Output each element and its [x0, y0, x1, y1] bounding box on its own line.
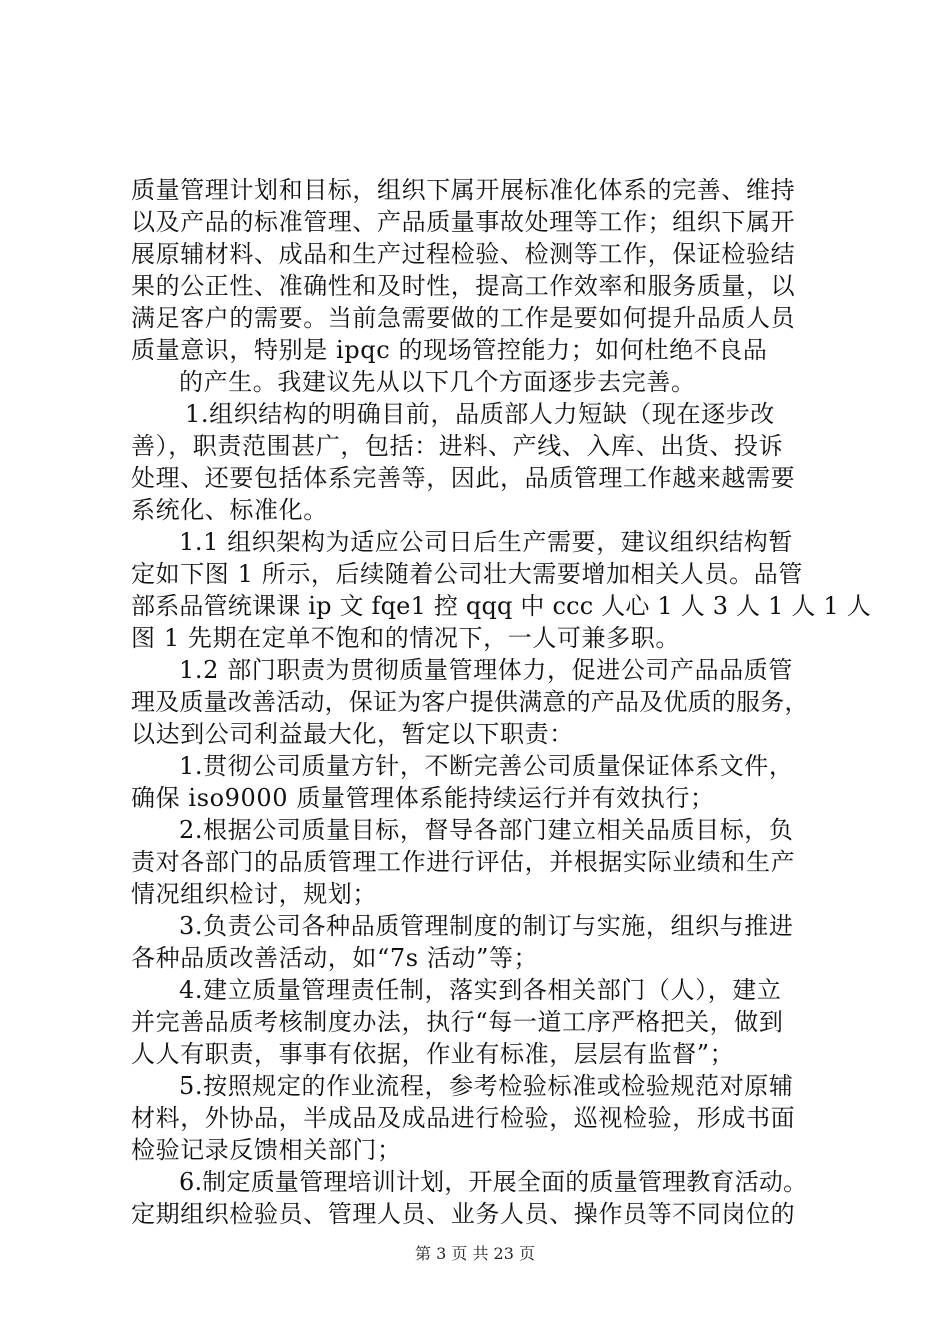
text-line: 4.建立质量管理责任制，落实到各相关部门（人），建立	[179, 976, 782, 1004]
text-line: 2.根据公司质量目标，督导各部门建立相关品质目标，负	[179, 816, 794, 844]
text-line: 1.1 组织架构为适应公司日后生产需要，建议组织结构暂	[179, 528, 793, 556]
text-line: 部系品管统课课 ip 文 fqe1 控 qqq 中 ccc 人心 1 人 3 人 1 人 1 人	[131, 592, 871, 620]
text-line: 展原辅材料、成品和生产过程检验、检测等工作，保证检验结	[131, 240, 796, 268]
text-line: 1.2 部门职责为贯彻质量管理体力，促进公司产品品质管	[179, 656, 793, 684]
text-line: 1.组织结构的明确目前，品质部人力短缺（现在逐步改	[185, 400, 775, 428]
text-line: 检验记录反馈相关部门；	[131, 1136, 402, 1164]
text-line: 质量管理计划和目标，组织下属开展标准化体系的完善、维持	[131, 176, 796, 204]
text-line: 并完善品质考核制度办法，执行“每一道工序严格把关，做到	[131, 1008, 784, 1036]
text-line: 果的公正性、准确性和及时性，提高工作效率和服务质量，以	[131, 272, 796, 300]
text-line: 5.按照规定的作业流程，参考检验标准或检验规范对原辅	[179, 1072, 794, 1100]
text-line: 以及产品的标准管理、产品质量事故处理等工作；组织下属开	[131, 208, 796, 236]
text-line: 系统化、标准化。	[131, 496, 328, 524]
text-line: 满足客户的需要。当前急需要做的工作是要如何提升品质人员	[131, 304, 796, 332]
text-line: 处理、还要包括体系完善等，因此，品质管理工作越来越需要	[131, 464, 796, 492]
text-line: 6.制定质量管理培训计划，开展全面的质量管理教育活动。	[179, 1168, 808, 1196]
page-number-footer: 第 3 页 共 23 页	[415, 1244, 535, 1263]
text-line: 人人有职责，事事有依据，作业有标准，层层有监督”；	[131, 1040, 735, 1068]
text-line: 的产生。我建议先从以下几个方面逐步去完善。	[179, 368, 696, 396]
text-line: 以达到公司利益最大化，暂定以下职责：	[131, 720, 574, 748]
text-line: 定期组织检验员、管理人员、业务人员、操作员等不同岗位的	[131, 1200, 796, 1228]
text-line: 善），职责范围甚广，包括：进料、产线、入库、出货、投诉	[131, 432, 784, 460]
text-line: 3.负责公司各种品质管理制度的制订与实施，组织与推进	[179, 912, 794, 940]
text-line: 1.贯彻公司质量方针，不断完善公司质量保证体系文件，	[179, 752, 794, 780]
text-line: 定如下图 1 所示，后续随着公司壮大需要增加相关人员。品管	[131, 560, 803, 588]
text-line: 确保 iso9000 质量管理体系能持续运行并有效执行；	[131, 784, 715, 812]
text-line: 质量意识，特别是 ipqc 的现场管控能力；如何杜绝不良品	[131, 336, 768, 364]
text-line: 各种品质改善活动，如“7s 活动”等；	[131, 944, 539, 972]
text-line: 材料，外协品，半成品及成品进行检验，巡视检验，形成书面	[131, 1104, 796, 1132]
text-line: 图 1 先期在定单不饱和的情况下，一人可兼多职。	[131, 624, 680, 652]
text-line: 责对各部门的品质管理工作进行评估，并根据实际业绩和生产	[131, 848, 796, 876]
body-text	[131, 174, 871, 1230]
text-line: 理及质量改善活动，保证为客户提供满意的产品及优质的服务，	[131, 688, 809, 716]
text-line: 情况组织检讨，规划；	[131, 880, 377, 908]
